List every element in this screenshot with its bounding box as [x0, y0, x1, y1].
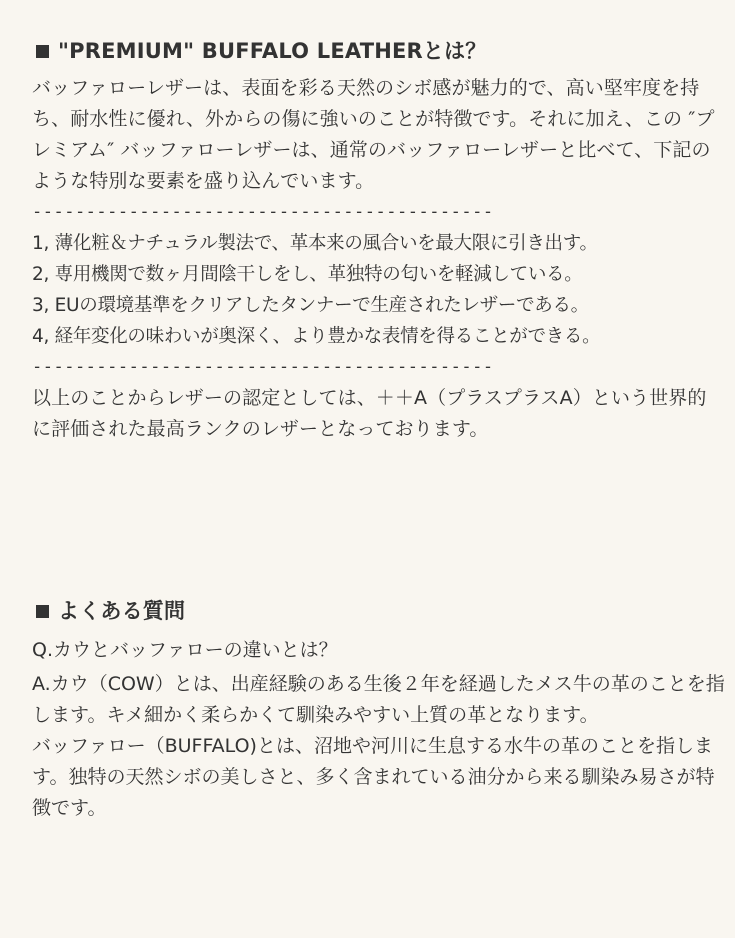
faq-question: Q.カウとバッファローの違いとは？ [32, 639, 338, 661]
section-heading-text: "PREMIUM" BUFFALO LEATHERとは？ [58, 39, 487, 63]
feature-list-item-1: 1, 薄化粧＆ナチュラル製法で、革本来の風合いを最大限に引き出す。 [32, 233, 598, 254]
feature-list-item-2: 2, 専用機関で数ヶ月間陰干しをし、革独特の匂いを軽減している。 [32, 264, 583, 285]
section-heading-text: よくある質問 [58, 599, 186, 623]
section-heading [32, 36, 725, 66]
intro-paragraph: バッファローレザーは、表面を彩る天然のシボ感が魅力的で、高い堅牢度を持ち、耐水性に優れ、外からの傷に強いのことが特徴です。それに加え、この ″プレミアム″ バッファローレザーは、通常のバッファローレザーと比べて、下記のような特別な要素を盛り込んでいます。 [32, 77, 715, 192]
section-heading [32, 596, 725, 626]
premium-buffalo-section [32, 36, 725, 445]
divider-top: ------------------------------------------- [32, 202, 494, 222]
feature-list-item-3: 3, EUの環境基準をクリアしたタンナーで生産されたレザーである。 [32, 295, 589, 316]
section-body [32, 73, 725, 445]
divider-bottom: ------------------------------------------- [32, 357, 494, 377]
conclusion-paragraph: 以上のことからレザーの認定としては、＋＋A（プラスプラスA）という世界的に評価された最高ランクのレザーとなっております。 [32, 387, 707, 440]
faq-answer-buffalo: バッファロー（BUFFALO)とは、沼地や河川に生息する水牛の革のことを指します。独特の天然シボの美しさと、多く含まれている油分から来る馴染み易さが特徴です。 [32, 735, 715, 819]
faq-section [32, 596, 725, 824]
faq-answer [32, 669, 725, 824]
faq-answer-cow: A.カウ（COW）とは、出産経験のある生後２年を経過したメス牛の革のことを指します。キメ細かく柔らかくて馴染みやすい上質の革となります。 [32, 673, 725, 726]
feature-list-item-4: 4, 経年変化の味わいが奥深く、より豊かな表情を得ることができる。 [32, 326, 601, 347]
square-bullet-icon [36, 605, 49, 618]
square-bullet-icon [36, 45, 49, 58]
